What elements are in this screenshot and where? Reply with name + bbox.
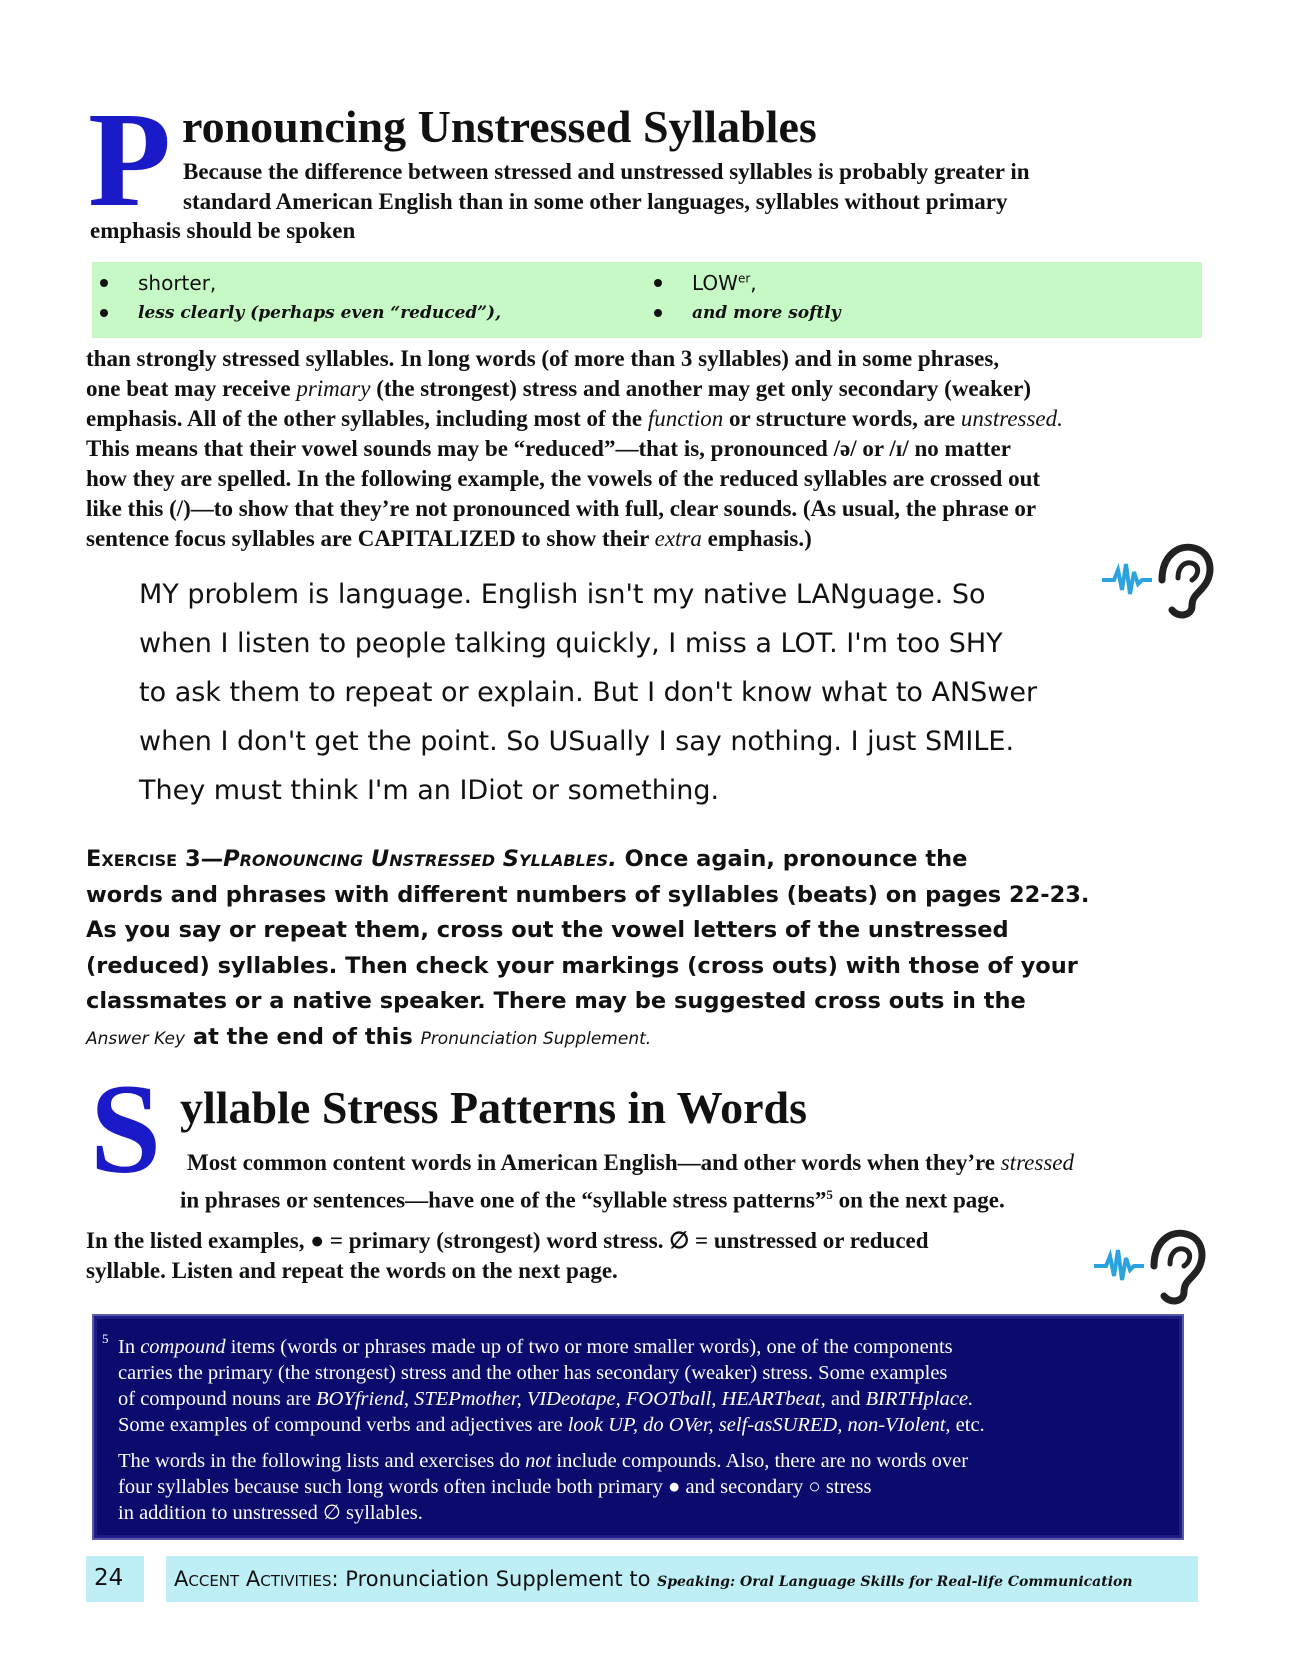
intro-line-1: Because the difference between stressed and unstressed syllables is probably greater in bbox=[183, 159, 1030, 184]
footnote-line: in addition to unstressed ∅ syllables. bbox=[118, 1502, 423, 1524]
bullet-item bbox=[654, 268, 841, 298]
footnote-marker: 5 bbox=[102, 1331, 109, 1346]
ear-listening-icon bbox=[1092, 1226, 1212, 1306]
bullet-text: shorter, bbox=[138, 271, 217, 295]
stress-legend-1: In the listed examples, ● = primary (strongest) word stress. ∅ = unstressed or reduced bbox=[86, 1228, 929, 1253]
bullet-item bbox=[100, 298, 501, 328]
section-heading-stress-patterns: yllable Stress Patterns in Words bbox=[180, 1082, 807, 1133]
exercise-title: Pronouncing Unstressed Syllables. bbox=[223, 846, 617, 872]
sample-line: MY problem is language. English isn't my native LANguage. So bbox=[139, 579, 986, 610]
exercise-line: classmates or a native speaker. There may be suggested cross outs in the bbox=[86, 988, 1026, 1014]
bullet-dot bbox=[654, 309, 662, 317]
footnote-compounds bbox=[92, 1314, 1184, 1540]
exercise-line: (reduced) syllables. Then check your markings (cross outs) with those of your bbox=[86, 952, 1078, 979]
bullet-column-left bbox=[100, 268, 501, 328]
section-heading-unstressed: ronouncing Unstressed Syllables bbox=[182, 101, 817, 152]
bullet-dot bbox=[654, 279, 662, 287]
page-number: 24 bbox=[94, 1565, 124, 1591]
bullet-text: less clearly (perhaps even “reduced”), bbox=[138, 303, 502, 323]
bullet-dot bbox=[100, 309, 108, 317]
sample-line: They must think I'm an IDiot or something. bbox=[139, 775, 720, 806]
dropcap-p: P bbox=[88, 85, 172, 235]
page-number-box bbox=[86, 1556, 144, 1602]
footnote-line: of compound nouns are BOYfriend, STEPmother, VIDeotape, FOOTball, HEARTbeat, and BIRTHplace. bbox=[118, 1388, 974, 1410]
para-line: sentence focus syllables are CAPITALIZED to show their extra emphasis.) bbox=[86, 526, 812, 551]
footnote-line: The words in the following lists and exercises do not include compounds. Also, there are no words over bbox=[118, 1450, 969, 1472]
para-line: how they are spelled. In the following example, the vowels of the reduced syllables are crossed out bbox=[86, 466, 1041, 491]
para-line: than strongly stressed syllables. In long words (of more than 3 syllables) and in some phrases, bbox=[86, 346, 1000, 371]
bullet-text: $LOW^{er}$, bbox=[692, 271, 757, 295]
exercise-line: Answer Key at the end of this Pronunciation Supplement. bbox=[86, 1023, 652, 1050]
stress-patterns-intro-2: in phrases or sentences—have one of the “syllable stress patterns”$^5$ on the next page. bbox=[180, 1187, 1005, 1213]
stress-patterns-intro-1: Most common content words in American English—and other words when they’re stressed bbox=[187, 1150, 1074, 1175]
reduced-vowel-sample bbox=[139, 570, 1139, 815]
footnote-line: carries the primary (the strongest) stress and the other has secondary (weaker) stress. Some examples bbox=[118, 1362, 948, 1384]
footer-title: Accent Activities: Pronunciation Supplement to Speaking: Oral Language Skills for Real-life Communication bbox=[174, 1567, 1133, 1591]
spoken-qualities-box bbox=[92, 262, 1202, 338]
bullet-dot bbox=[100, 279, 108, 287]
exercise-line: Exercise 3—Pronouncing Unstressed Syllables. Once again, pronounce the bbox=[86, 846, 968, 872]
para-line: emphasis. All of the other syllables, including most of the function or structure words, are unstressed. bbox=[86, 406, 1063, 431]
footnote-line: Some examples of compound verbs and adjectives are look UP, do OVer, self-asSURED, non-VIolent, etc. bbox=[118, 1414, 985, 1436]
footnote-line: four syllables because such long words often include both primary ● and secondary ○ stress bbox=[118, 1476, 872, 1498]
exercise-line: words and phrases with different numbers of syllables (beats) on pages 22-23. bbox=[86, 881, 1090, 908]
footer-title-bar bbox=[166, 1556, 1198, 1602]
para-line: This means that their vowel sounds may be “reduced”—that is, pronounced /ə/ or /ɪ/ no matter bbox=[86, 436, 1011, 461]
sample-line: to ask them to repeat or explain. But I don't know what to ANSwer bbox=[139, 677, 1038, 708]
footnote-line: In compound items (words or phrases made up of two or more smaller words), one of the components bbox=[118, 1336, 953, 1358]
para-line: like this (/)—to show that they’re not pronounced with full, clear sounds. (As usual, the phrase or bbox=[86, 496, 1037, 521]
exercise-line: As you say or repeat them, cross out the vowel letters of the unstressed bbox=[86, 917, 1009, 943]
dropcap-s: S bbox=[90, 1058, 162, 1200]
stress-legend-2: syllable. Listen and repeat the words on the next page. bbox=[86, 1258, 618, 1283]
paragraph-reduced-vowels bbox=[86, 344, 1206, 554]
intro-line-3: emphasis should be spoken bbox=[90, 218, 356, 243]
intro-line-2: standard American English than in some other languages, syllables without primary bbox=[183, 189, 1008, 214]
exercise-3 bbox=[86, 842, 1196, 1057]
bullet-item bbox=[654, 298, 841, 328]
exercise-label: Exercise 3— bbox=[86, 846, 224, 872]
sample-line: when I don't get the point. So USually I say nothing. I just SMILE. bbox=[139, 726, 1015, 757]
bullet-item bbox=[100, 268, 501, 298]
sample-line: when I listen to people talking quickly, I miss a LOT. I'm too SHY bbox=[139, 628, 1003, 659]
bullet-column-right bbox=[654, 268, 841, 328]
para-line: one beat may receive primary (the strongest) stress and another may get only secondary (weaker) bbox=[86, 376, 1032, 401]
bullet-text: and more softly bbox=[692, 303, 841, 323]
